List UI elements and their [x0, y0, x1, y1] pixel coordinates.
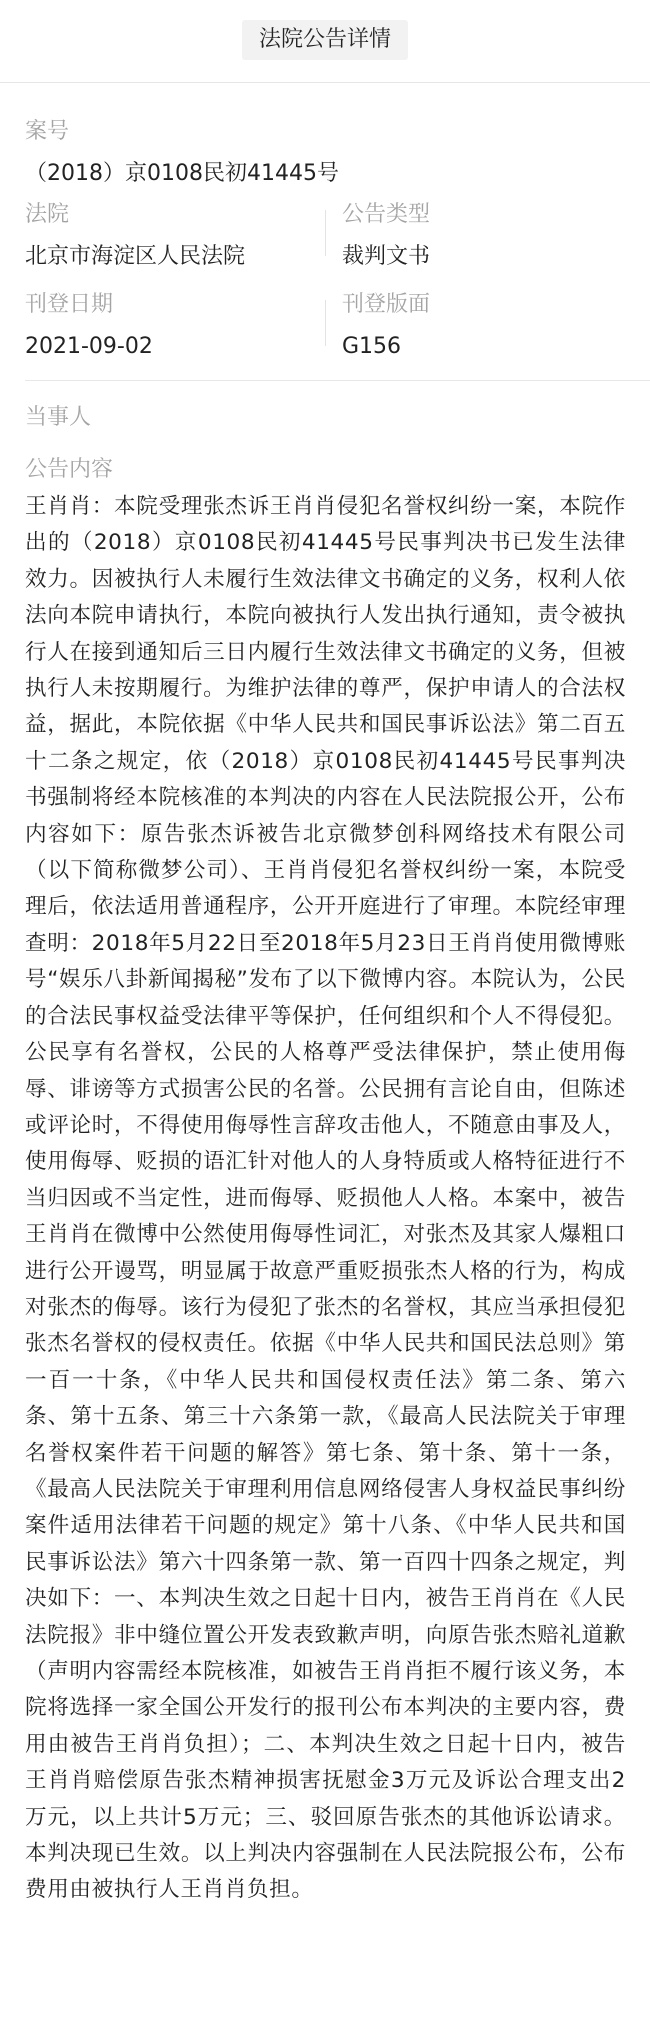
case-number-block: [25, 83, 626, 187]
court-type-row: [25, 200, 626, 290]
publish-date-value: 2021-09-02: [25, 334, 153, 359]
column-divider: [325, 300, 326, 346]
publish-date-label: 刊登日期: [25, 292, 114, 317]
notice-type-field: [342, 200, 430, 272]
court-field: [25, 200, 245, 272]
notice-content-text: 王肖肖：本院受理张杰诉王肖肖侵犯名誉权纠纷一案，本院作出的（2018）京0108民初41445号民事判决书已发生法律效力。因被执行人未履行生效法律文书确定的义务，权利人依法向本院申请执行，本院向被执行人发出执行通知，责令被执行人在接到通知后三日内履行生效法律文书确定的义务，但被执行人未按期履行。为维护法律的尊严，保护申请人的合法权益，据此，本院依据《中华人民共和国民事诉讼法》第二百五十二条之规定，依（2018）京0108民初41445号民事判决书强制将经本院核准的本判决的内容在人民法院报公开，公布内容如下：原告张杰诉被告北京微梦创科网络技术有限公司（以下简称微梦公司）、王肖肖侵犯名誉权纠纷一案，本院受理后，依法适用普通程序，公开开庭进行了审理。本院经审理查明：2018年5月22日至2018年5月23日王肖肖使用微博账号“娱乐八卦新闻揭秘”发布了以下微博内容。本院认为，公民的合法民事权益受法律平等保护，任何组织和个人不得侵犯。公民享有名誉权，公民的人格尊严受法律保护，禁止使用侮辱、诽谤等方式损害公民的名誉。公民拥有言论自由，但陈述或评论时，不得使用侮辱性言辞攻击他人，不随意由事及人，使用侮辱、贬损的语汇针对他人的人身特质或人格特征进行不当归因或不当定性，进而侮辱、贬损他人人格。本案中，被告王肖肖在微博中公然使用侮辱性词汇，对张杰及其家人爆粗口进行公开谩骂，明显属于故意严重贬损张杰人格的行为，构成对张杰的侮辱。该行为侵犯了张杰的名誉权，其应当承担侵犯张杰名誉权的侵权责任。依据《中华人民共和国民法总则》第一百一十条，《中华人民共和国侵权责任法》第二条、第六条、第十五条、第三十六条第一款，《最高人民法院关于审理名誉权案件若干问题的解答》第七条、第十条、第十一条，《最高人民法院关于审理利用信息网络侵害人身权益民事纠纷案件适用法律若干问题的规定》第十八条、《中华人民共和国民事诉讼法》第六十四条第一款、第一百四十四条之规定，判决如下：一、本判决生效之日起十日内，被告王肖肖在《人民法院报》非中缝位置公开发表致歉声明，向原告张杰赔礼道歉（声明内容需经本院核准，如被告王肖肖拒不履行该义务，本院将选择一家全国公开发行的报刊公布本判决的主要内容，费用由被告王肖肖负担）；二、本判决生效之日起十日内，被告王肖肖赔偿原告张杰精神损害抚慰金3万元及诉讼合理支出2万元，以上共计5万元；三、驳回原告张杰的其他诉讼请求。本判决现已生效。以上判决内容强制在人民法院报公布，公布费用由被执行人王肖肖负担。: [25, 494, 626, 1903]
column-divider: [325, 210, 326, 256]
publish-page-value: G156: [342, 334, 402, 359]
notice-type-value: 裁判文书: [342, 244, 431, 269]
parties-label: 当事人: [25, 405, 92, 430]
page-title: 法院公告详情: [242, 20, 408, 60]
case-number-label: 案号: [25, 119, 70, 144]
court-value: 北京市海淀区人民法院: [25, 244, 246, 269]
court-label: 法院: [25, 202, 70, 227]
section-divider: [25, 380, 650, 381]
notice-content-label: 公告内容: [25, 457, 114, 482]
publish-page-label: 刊登版面: [342, 292, 431, 317]
date-page-row: [25, 290, 626, 380]
publish-date-field: [25, 290, 153, 362]
case-number-value: （2018）京0108民初41445号: [25, 161, 339, 186]
notice-type-label: 公告类型: [342, 202, 431, 227]
notice-detail: [0, 83, 650, 1909]
page-header: [0, 0, 650, 83]
publish-page-field: [342, 290, 430, 362]
